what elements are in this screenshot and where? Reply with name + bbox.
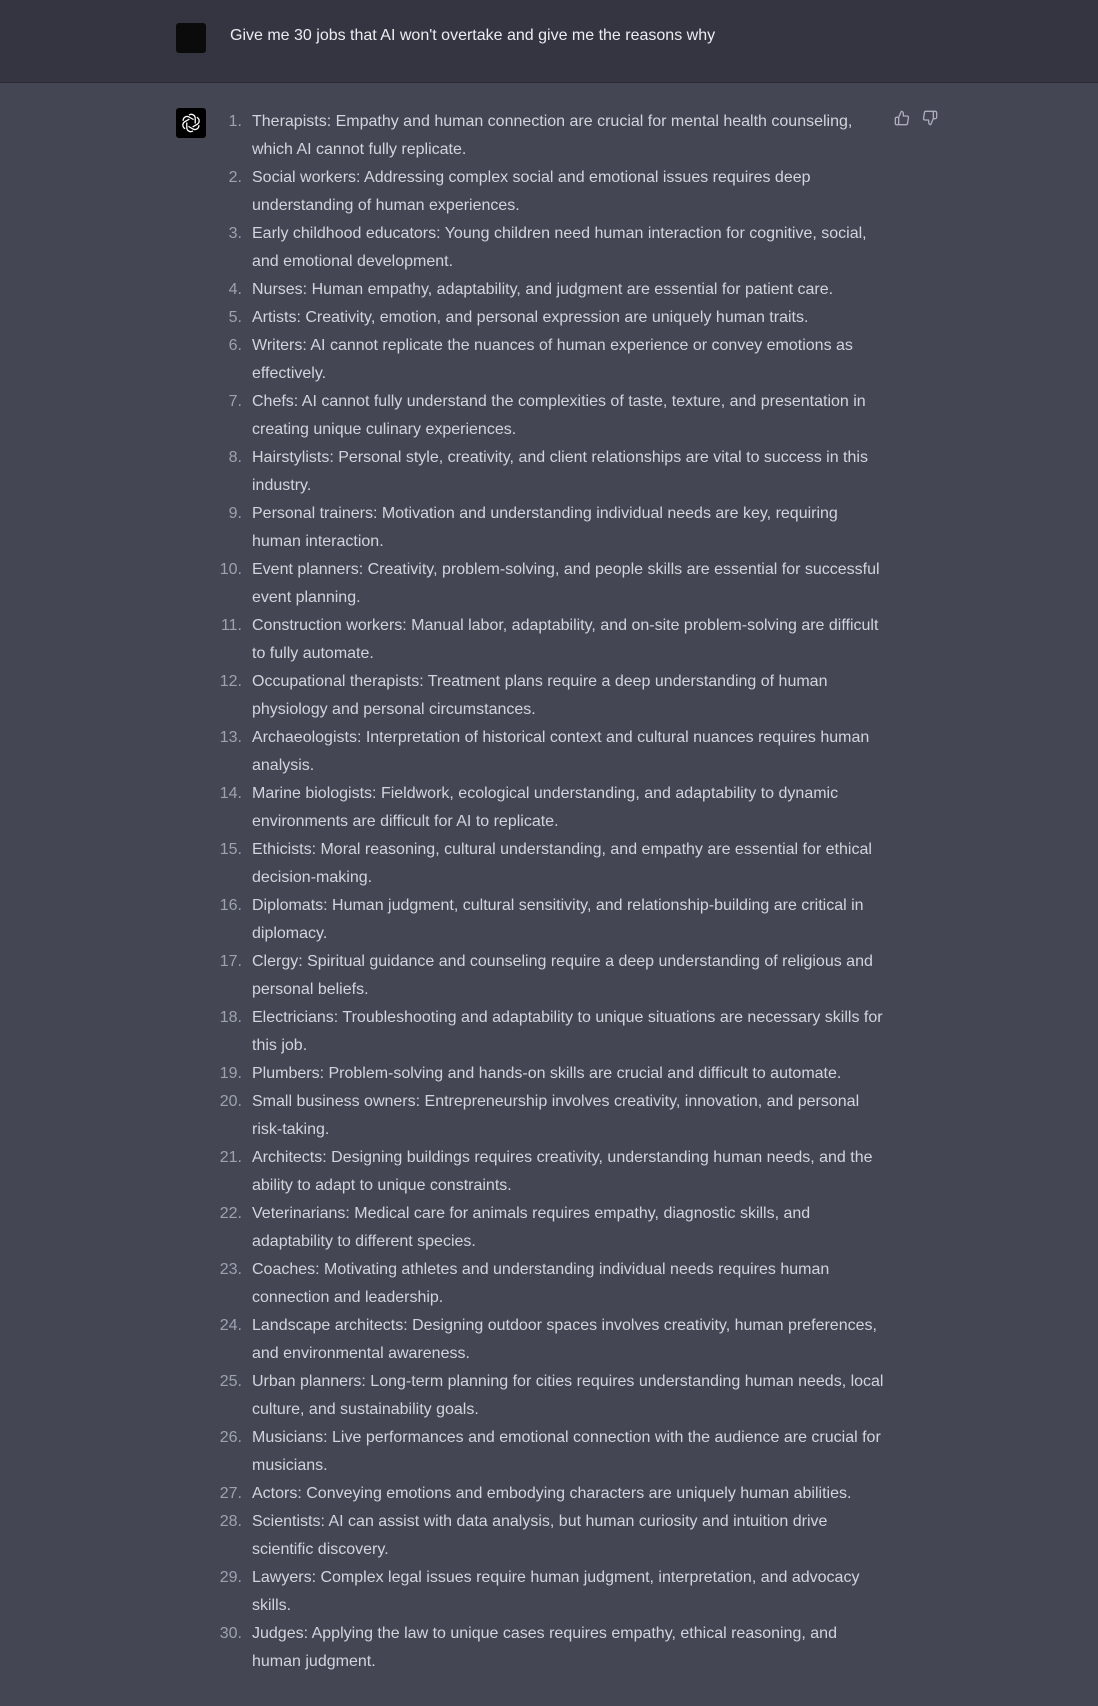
list-item-text: Chefs: AI cannot fully understand the complexities of taste, texture, and presentation in creating unique culinary experiences. [252,393,866,438]
list-item-number: 2. [228,169,242,186]
list-item-number: 14. [219,785,242,802]
list-item-text: Event planners: Creativity, problem-solving, and people skills are essential for successful event planning. [252,561,880,606]
list-item [218,612,888,668]
thumbs-up-button[interactable] [894,110,910,126]
user-message-text: Give me 30 jobs that AI won't overtake and give me the reasons why [230,27,716,44]
list-item-number: 9. [228,505,242,522]
list-item [218,1424,888,1480]
list-item-text: Plumbers: Problem-solving and hands-on skills are crucial and difficult to automate. [252,1065,842,1082]
list-item [218,500,888,556]
list-item [218,1368,888,1424]
list-item [218,220,888,276]
user-message [0,0,1098,83]
list-item-number: 21. [219,1149,242,1166]
list-item [218,1088,888,1144]
list-item [218,1312,888,1368]
list-item [218,332,888,388]
list-item-text: Coaches: Motivating athletes and understanding individual needs requires human connection and leadership. [252,1261,830,1306]
list-item-text: Archaeologists: Interpretation of historical context and cultural nuances requires human analysis. [252,729,870,774]
list-item [218,164,888,220]
list-item-number: 8. [228,449,242,466]
user-avatar [176,23,206,53]
list-item [218,388,888,444]
list-item-number: 3. [228,225,242,242]
list-item-text: Nurses: Human empathy, adaptability, and judgment are essential for patient care. [252,281,834,298]
list-item-number: 11. [220,617,242,634]
list-item-text: Early childhood educators: Young children need human interaction for cognitive, social, and emotional development. [252,225,867,270]
thumbs-down-icon [922,110,938,126]
list-item-number: 23. [219,1261,242,1278]
list-item-text: Architects: Designing buildings requires creativity, understanding human needs, and the ability to adapt to unique constraints. [252,1149,873,1194]
list-item-number: 26. [219,1429,242,1446]
list-item-text: Personal trainers: Motivation and understanding individual needs are key, requiring human interaction. [252,505,838,550]
list-item [218,780,888,836]
list-item-text: Construction workers: Manual labor, adaptability, and on-site problem-solving are difficult to fully automate. [252,617,879,662]
list-item [218,556,888,612]
list-item-text: Hairstylists: Personal style, creativity, and client relationships are vital to success in this industry. [252,449,868,494]
list-item [218,836,888,892]
list-item [218,276,888,304]
assistant-message [0,83,1098,1706]
feedback-buttons [894,110,938,126]
list-item-number: 15. [219,841,242,858]
list-item-number: 20. [219,1093,242,1110]
list-item [218,668,888,724]
list-item-number: 16. [219,897,242,914]
list-item-text: Actors: Conveying emotions and embodying characters are uniquely human abilities. [252,1485,852,1502]
list-item-text: Writers: AI cannot replicate the nuances of human experience or convey emotions as effectively. [252,337,853,382]
list-item-number: 27. [219,1485,242,1502]
list-item [218,1200,888,1256]
list-item-text: Electricians: Troubleshooting and adaptability to unique situations are necessary skills for this job. [252,1009,883,1054]
list-item-number: 19. [219,1065,242,1082]
list-item-text: Occupational therapists: Treatment plans require a deep understanding of human physiology and personal circumstances. [252,673,828,718]
list-item-text: Social workers: Addressing complex social and emotional issues requires deep understanding of human experiences. [252,169,811,214]
list-item-text: Urban planners: Long-term planning for cities requires understanding human needs, local culture, and sustainability goals. [252,1373,884,1418]
assistant-avatar [176,108,206,138]
list-item [218,304,888,332]
list-item-text: Landscape architects: Designing outdoor spaces involves creativity, human preferences, and environmental awareness. [252,1317,877,1362]
list-item-text: Lawyers: Complex legal issues require human judgment, interpretation, and advocacy skills. [252,1569,860,1614]
list-item [218,724,888,780]
list-item [218,1508,888,1564]
list-item-text: Clergy: Spiritual guidance and counseling require a deep understanding of religious and personal beliefs. [252,953,873,998]
list-item [218,444,888,500]
list-item-text: Marine biologists: Fieldwork, ecological understanding, and adaptability to dynamic environments are difficult for AI to replicate. [252,785,839,830]
list-item-number: 7. [228,393,242,410]
list-item [218,948,888,1004]
list-item-number: 22. [219,1205,242,1222]
list-item-text: Ethicists: Moral reasoning, cultural understanding, and empathy are essential for ethical decision-making. [252,841,872,886]
list-item-number: 5. [228,309,242,326]
list-item [218,1060,888,1088]
list-item-text: Small business owners: Entrepreneurship involves creativity, innovation, and personal risk-taking. [252,1093,860,1138]
list-item-number: 24. [219,1317,242,1334]
list-item-number: 6. [228,337,242,354]
list-item-number: 10. [219,561,242,578]
list-item [218,1144,888,1200]
list-item [218,1004,888,1060]
list-item-number: 25. [219,1373,242,1390]
list-item [218,1256,888,1312]
list-item [218,1480,888,1508]
list-item-number: 13. [219,729,242,746]
thumbs-down-button[interactable] [922,110,938,126]
thumbs-up-icon [894,110,910,126]
answer-list [218,108,888,1676]
openai-logo-icon [180,112,202,134]
list-item-number: 1. [228,113,242,130]
list-item-text: Judges: Applying the law to unique cases requires empathy, ethical reasoning, and human judgment. [252,1625,837,1670]
list-item [218,1620,888,1676]
list-item-text: Diplomats: Human judgment, cultural sensitivity, and relationship-building are critical in diplomacy. [252,897,864,942]
list-item-text: Musicians: Live performances and emotional connection with the audience are crucial for musicians. [252,1429,881,1474]
list-item-number: 12. [219,673,242,690]
list-item-number: 17. [219,953,242,970]
list-item-text: Artists: Creativity, emotion, and personal expression are uniquely human traits. [252,309,809,326]
list-item-number: 18. [219,1009,242,1026]
list-item-number: 4. [228,281,242,298]
list-item-number: 28. [219,1513,242,1530]
list-item-text: Veterinarians: Medical care for animals requires empathy, diagnostic skills, and adaptability to different species. [252,1205,811,1250]
list-item-number: 29. [219,1569,242,1586]
list-item [218,892,888,948]
list-item-text: Scientists: AI can assist with data analysis, but human curiosity and intuition drive scientific discovery. [252,1513,828,1558]
list-item [218,108,888,164]
list-item-text: Therapists: Empathy and human connection are crucial for mental health counseling, which AI cannot fully replicate. [252,113,853,158]
list-item [218,1564,888,1620]
list-item-number: 30. [219,1625,242,1642]
